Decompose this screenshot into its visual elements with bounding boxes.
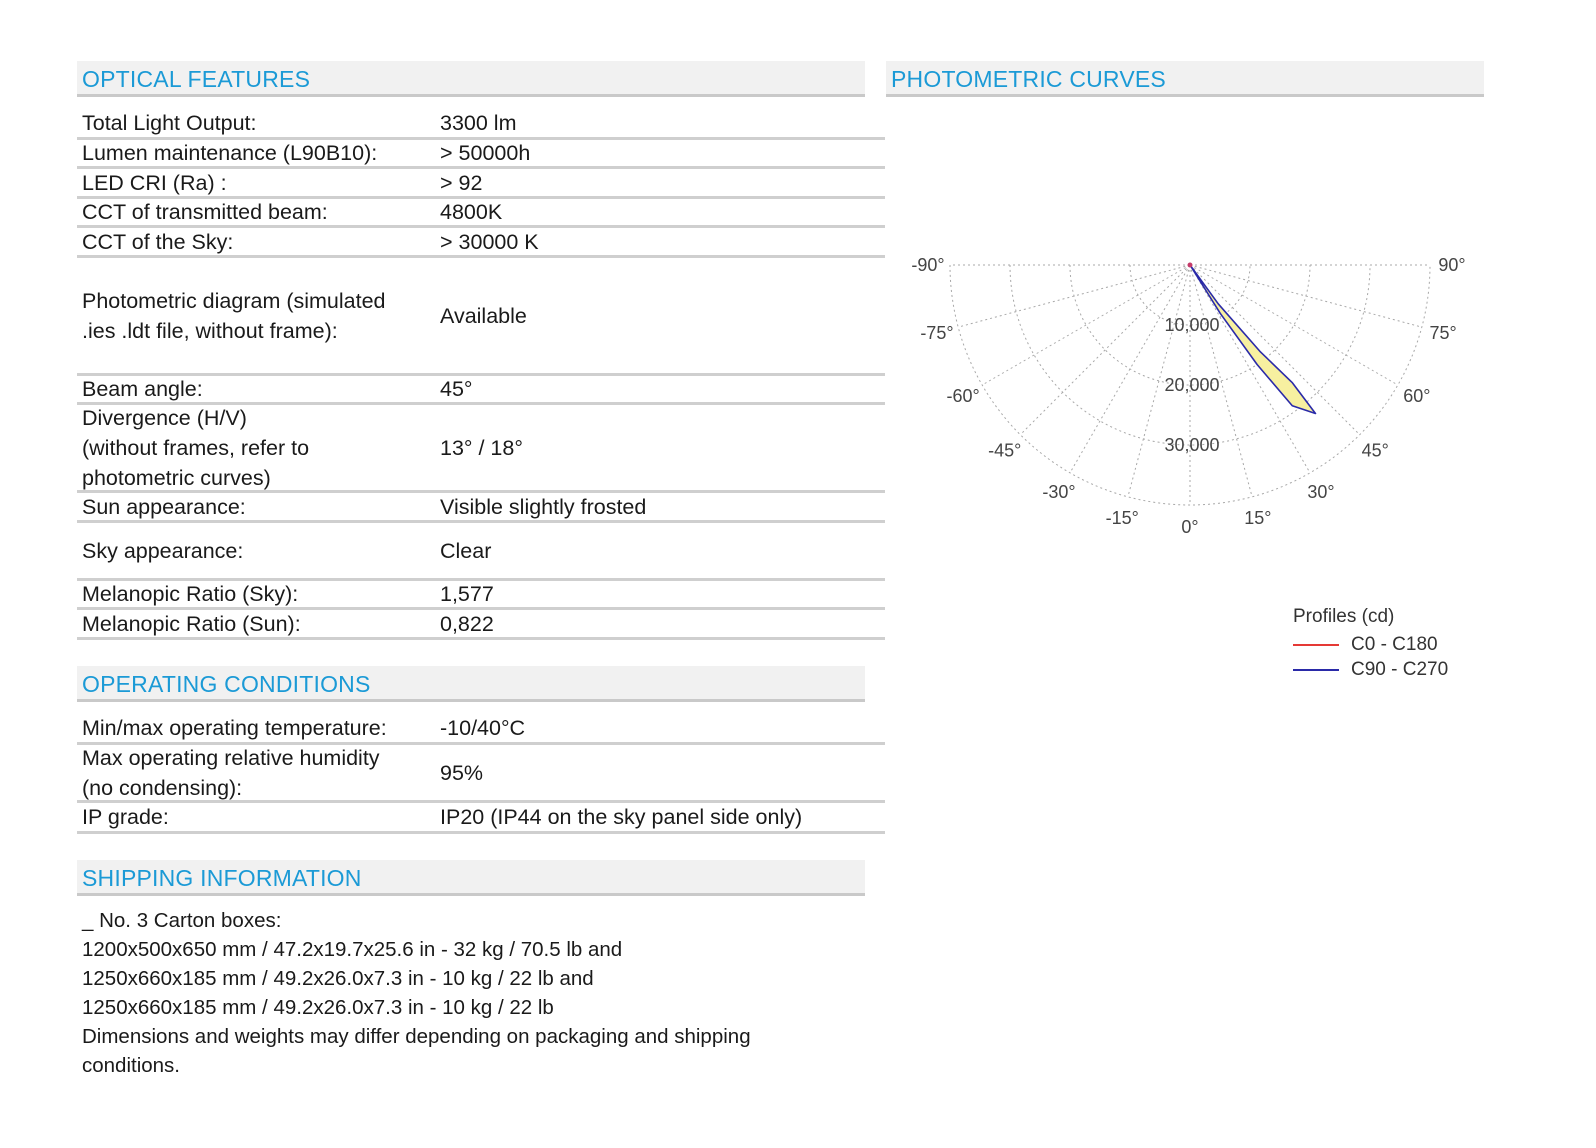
spec-label: Beam angle: — [82, 377, 203, 401]
spec-value: -10/40°C — [440, 716, 526, 740]
polar-grid-spoke — [1190, 265, 1398, 385]
spec-value: Visible slightly frosted — [440, 494, 647, 519]
optical-features-heading: OPTICAL FEATURES — [77, 61, 865, 97]
polar-angle-label: 30° — [1307, 481, 1335, 502]
spec-label: IP grade: — [82, 805, 169, 829]
spec-label: Total Light Output: — [82, 111, 257, 135]
polar-angle-label: -30° — [1042, 481, 1076, 502]
spec-label: CCT of the Sky: — [82, 229, 234, 254]
photometric-polar-chart — [885, 240, 1485, 540]
spec-value: Clear — [440, 538, 492, 563]
spec-row — [77, 405, 885, 493]
spec-row — [77, 803, 885, 834]
spec-row — [77, 169, 885, 199]
spec-row — [77, 714, 885, 745]
spec-row — [77, 610, 885, 640]
spec-row — [77, 376, 885, 405]
polar-angle-label: -45° — [988, 440, 1022, 461]
polar-grid-spoke — [982, 265, 1190, 385]
polar-origin-point — [1188, 263, 1193, 268]
spec-row — [77, 523, 885, 581]
polar-angle-label: -90° — [911, 255, 945, 275]
polar-angle-label: 60° — [1403, 386, 1431, 406]
spec-value: 45° — [440, 377, 473, 401]
profiles-legend — [1293, 606, 1448, 682]
spec-value: 95% — [440, 760, 484, 785]
spec-value: > 50000h — [440, 141, 531, 165]
shipping-text — [82, 906, 842, 1080]
legend-label-c90-c270: C90 - C270 — [1351, 658, 1449, 680]
spec-value: > 92 — [440, 170, 483, 195]
spec-row — [77, 581, 885, 610]
polar-angle-label: 90° — [1438, 255, 1466, 275]
legend-item-c90-c270 — [1293, 657, 1448, 682]
legend-item-c0-c180 — [1293, 632, 1448, 657]
polar-angle-label: -75° — [920, 322, 954, 343]
shipping-information-heading: SHIPPING INFORMATION — [77, 860, 865, 896]
polar-angle-label: -15° — [1105, 508, 1139, 529]
spec-label: Melanopic Ratio (Sun): — [82, 611, 301, 636]
polar-grid-spoke — [1020, 265, 1190, 435]
polar-radial-label: 30,000 — [1164, 435, 1220, 455]
legend-label-c0-c180: C0 - C180 — [1351, 633, 1438, 655]
spec-label: Max operating relative humidity (no condensing): — [82, 745, 380, 800]
spec-value: > 30000 K — [440, 229, 539, 254]
spec-value: 3300 lm — [440, 111, 517, 135]
polar-grid-spoke — [1190, 265, 1360, 435]
spec-row — [77, 109, 885, 140]
polar-angle-label: 45° — [1361, 440, 1389, 461]
photometric-curves-heading: PHOTOMETRIC CURVES — [886, 61, 1484, 97]
legend-title: Profiles (cd) — [1293, 606, 1395, 627]
spec-value: Available — [440, 303, 527, 328]
legend-line-c0-c180 — [1293, 644, 1339, 646]
polar-radial-label: 10,000 — [1164, 315, 1220, 335]
polar-angle-label: 75° — [1429, 322, 1457, 343]
spec-label: Sun appearance: — [82, 494, 246, 519]
shipping-line: Dimensions and weights may differ depending on packaging and shipping — [82, 1025, 751, 1048]
polar-angle-label: 15° — [1244, 508, 1272, 529]
spec-value: 13° / 18° — [440, 435, 523, 460]
shipping-line: 1200x500x650 mm / 47.2x19.7x25.6 in - 32 kg / 70.5 lb and — [82, 938, 623, 961]
spec-label: Melanopic Ratio (Sky): — [82, 582, 299, 606]
spec-value: IP20 (IP44 on the sky panel side only) — [440, 805, 803, 829]
spec-label: Divergence (H/V) (without frames, refer to photometric curves) — [82, 405, 310, 490]
spec-label: Sky appearance: — [82, 538, 244, 563]
spec-label: Min/max operating temperature: — [82, 716, 387, 740]
polar-angle-label: -60° — [946, 386, 980, 406]
operating-conditions-heading: OPERATING CONDITIONS — [77, 666, 865, 702]
polar-angle-label: 0° — [1181, 517, 1199, 537]
polar-grid-spoke — [958, 265, 1190, 327]
spec-value: 4800K — [440, 200, 503, 224]
spec-row — [77, 140, 885, 169]
spec-value: 1,577 — [440, 582, 494, 606]
spec-row — [77, 199, 885, 228]
shipping-line: 1250x660x185 mm / 49.2x26.0x7.3 in - 10 kg / 22 lb — [82, 996, 554, 1019]
spec-value: 0,822 — [440, 611, 494, 636]
shipping-line: _ No. 3 Carton boxes: — [82, 909, 282, 932]
legend-line-c90-c270 — [1293, 669, 1339, 671]
spec-row — [77, 745, 885, 803]
polar-radial-label: 20,000 — [1164, 375, 1220, 395]
shipping-line: 1250x660x185 mm / 49.2x26.0x7.3 in - 10 kg / 22 lb and — [82, 967, 594, 990]
spec-row — [77, 258, 885, 376]
spec-label: Photometric diagram (simulated .ies .ldt file, without frame): — [82, 288, 386, 343]
spec-row — [77, 493, 885, 523]
spec-label: Lumen maintenance (L90B10): — [82, 141, 378, 165]
shipping-line: conditions. — [82, 1054, 181, 1077]
spec-label: CCT of transmitted beam: — [82, 200, 328, 224]
spec-row — [77, 228, 885, 258]
spec-label: LED CRI (Ra) : — [82, 170, 227, 195]
